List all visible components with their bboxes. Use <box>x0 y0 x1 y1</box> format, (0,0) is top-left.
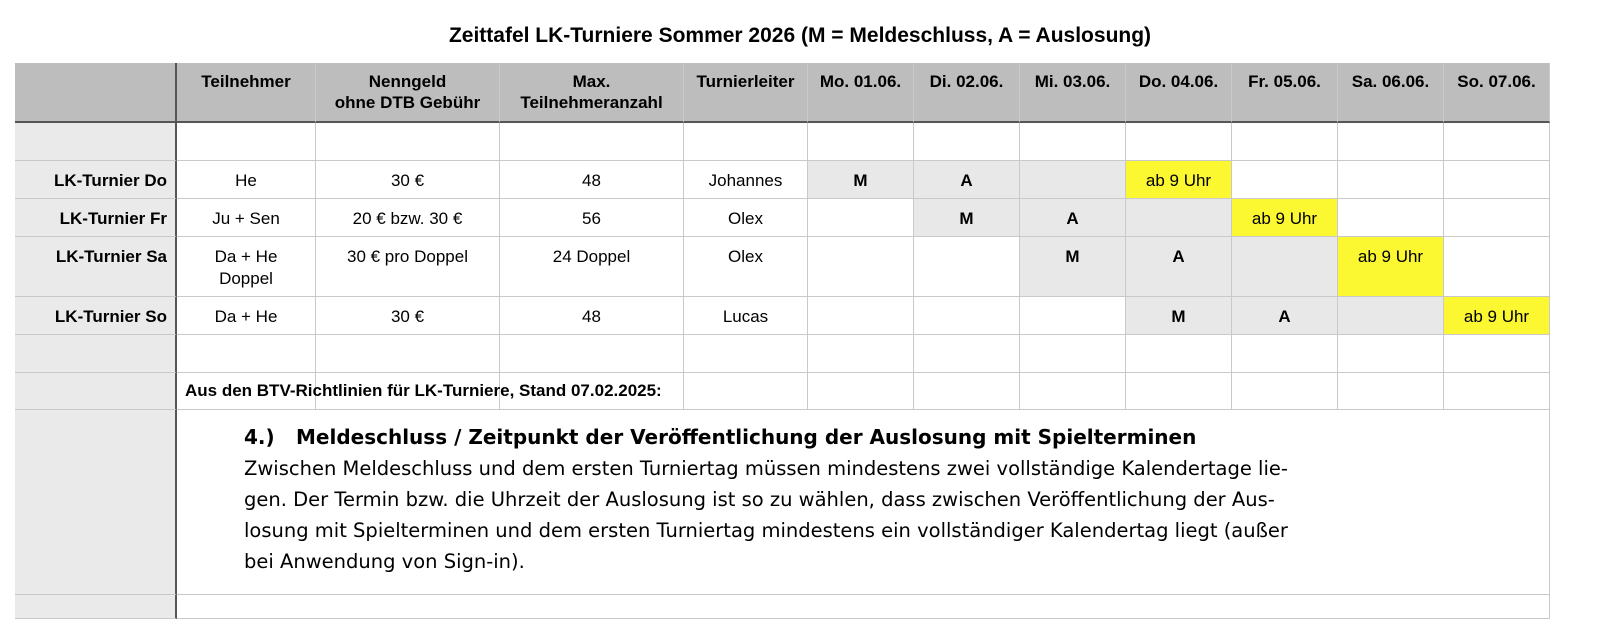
table-cell <box>1444 123 1550 161</box>
day-cell <box>914 237 1020 297</box>
day-cell <box>1338 297 1444 335</box>
teilnehmer-cell <box>177 161 316 199</box>
nenngeld-cell <box>316 297 500 335</box>
row-label <box>15 595 177 619</box>
column-header <box>500 63 684 123</box>
cell-text: 48 <box>582 171 601 190</box>
table-cell <box>914 335 1020 373</box>
nenngeld-cell <box>316 237 500 297</box>
table-cell <box>1126 373 1232 410</box>
cell-text: LK-Turnier Do <box>53 171 167 190</box>
turnierleiter-cell <box>684 237 808 297</box>
day-cell <box>1232 237 1338 297</box>
cell-text: Sa. 06.06. <box>1351 72 1430 91</box>
day-cell <box>1232 161 1338 199</box>
page-title: Zeittafel LK-Turniere Sommer 2026 (M = Meldeschluss, A = Auslosung) <box>448 24 1152 47</box>
cell-text: LK-Turnier Sa <box>55 247 167 266</box>
table-cell <box>1020 373 1126 410</box>
table-cell <box>1232 123 1338 161</box>
row-label <box>15 373 177 410</box>
max-teilnehmer-cell <box>500 199 684 237</box>
cell-text: ab 9 Uhr <box>1357 247 1424 266</box>
day-cell <box>1020 161 1126 199</box>
guideline-text-line: bei Anwendung von Sign-in). <box>244 550 525 573</box>
cell-text: Doppel <box>219 269 273 288</box>
column-header <box>684 63 808 123</box>
day-cell <box>808 199 914 237</box>
table-cell <box>1338 373 1444 410</box>
table-cell <box>1232 373 1338 410</box>
table-cell <box>177 123 316 161</box>
day-cell <box>1020 199 1126 237</box>
day-cell <box>1444 199 1550 237</box>
guideline-text-line: Zwischen Meldeschluss und dem ersten Turniertag müssen mindestens zwei vollständige Kalendertage lie- <box>244 457 1288 480</box>
day-cell <box>1232 297 1338 335</box>
table-cell <box>500 123 684 161</box>
row-label <box>15 161 177 199</box>
cell-text: Olex <box>728 209 763 228</box>
day-cell <box>1444 297 1550 335</box>
guideline-excerpt <box>244 422 1334 577</box>
table-cell <box>684 335 808 373</box>
cell-text: He <box>235 171 257 190</box>
cell-text: LK-Turnier Fr <box>59 209 167 228</box>
cell-text: Da + He <box>214 307 278 326</box>
cell-text: 30 € <box>390 171 425 190</box>
cell-text: 48 <box>582 307 601 326</box>
table-cell <box>808 373 914 410</box>
day-cell <box>1126 297 1232 335</box>
table-cell <box>1126 335 1232 373</box>
day-cell <box>1020 297 1126 335</box>
cell-text: Olex <box>728 247 763 266</box>
table-cell <box>1126 123 1232 161</box>
day-cell <box>1444 161 1550 199</box>
table-cell <box>914 123 1020 161</box>
row-label <box>15 297 177 335</box>
cell-text: 24 Doppel <box>552 247 631 266</box>
table-cell <box>177 335 316 373</box>
column-header <box>808 63 914 123</box>
table-cell <box>808 335 914 373</box>
cell-text: Lucas <box>722 307 769 326</box>
cell-text: M <box>853 171 868 190</box>
day-cell <box>1232 199 1338 237</box>
table-cell <box>684 123 808 161</box>
table-cell <box>1444 373 1550 410</box>
table-cell <box>1338 335 1444 373</box>
teilnehmer-cell <box>177 297 316 335</box>
table-cell <box>1444 335 1550 373</box>
turnierleiter-cell <box>684 161 808 199</box>
day-cell <box>914 161 1020 199</box>
nenngeld-cell <box>316 161 500 199</box>
day-cell <box>1338 199 1444 237</box>
cell-text: Fr. 05.06. <box>1248 72 1321 91</box>
cell-text: So. 07.06. <box>1457 72 1536 91</box>
turnierleiter-cell <box>684 297 808 335</box>
cell-text: A <box>1172 247 1185 266</box>
day-cell <box>808 297 914 335</box>
max-teilnehmer-cell <box>500 237 684 297</box>
column-header <box>177 63 316 123</box>
day-cell <box>1126 237 1232 297</box>
max-teilnehmer-cell <box>500 161 684 199</box>
guideline-section-heading <box>244 422 1334 453</box>
column-header <box>316 63 500 123</box>
table-cell <box>1338 123 1444 161</box>
column-header <box>15 63 177 123</box>
cell-text: 30 € pro Doppel <box>347 247 468 266</box>
column-header <box>1444 63 1550 123</box>
table-cell <box>914 373 1020 410</box>
turnierleiter-cell <box>684 199 808 237</box>
cell-text: Da + He <box>214 247 278 266</box>
column-header <box>1338 63 1444 123</box>
day-cell <box>914 199 1020 237</box>
max-teilnehmer-cell <box>500 297 684 335</box>
day-cell <box>1126 199 1232 237</box>
cell-text: A <box>1278 307 1291 326</box>
cell-text: Mi. 03.06. <box>1034 72 1111 91</box>
row-label <box>15 335 177 373</box>
table-cell <box>316 123 500 161</box>
day-cell <box>808 161 914 199</box>
column-header <box>1126 63 1232 123</box>
cell-text: A <box>960 171 973 190</box>
cell-text: A <box>1066 209 1079 228</box>
row-label <box>15 123 177 161</box>
table-cell <box>500 335 684 373</box>
row-label <box>15 199 177 237</box>
guideline-text-line: losung mit Spielterminen und dem ersten Turniertag mindestens ein vollständiger Kalendertag liegt (außer <box>244 519 1288 542</box>
cell-text: M <box>1065 247 1080 266</box>
cell-text: Max. <box>572 72 611 91</box>
cell-text: Di. 02.06. <box>929 72 1004 91</box>
table-cell <box>808 123 914 161</box>
cell-text: M <box>1171 307 1186 326</box>
cell-text: Johannes <box>708 171 783 190</box>
cell-text: ab 9 Uhr <box>1145 171 1212 190</box>
cell-text: LK-Turnier So <box>54 307 167 326</box>
cell-text: Teilnehmeranzahl <box>520 93 663 112</box>
cell-text: ab 9 Uhr <box>1251 209 1318 228</box>
column-header <box>1232 63 1338 123</box>
column-header <box>914 63 1020 123</box>
cell-text: Do. 04.06. <box>1138 72 1219 91</box>
cell-text: Nenngeld <box>368 72 447 91</box>
cell-text: Turnierleiter <box>696 72 795 91</box>
day-cell <box>1338 237 1444 297</box>
cell-text: 56 <box>582 209 601 228</box>
row-label <box>15 237 177 297</box>
cell-text: 20 € bzw. 30 € <box>352 209 463 228</box>
table-cell <box>177 595 1550 619</box>
day-cell <box>1126 161 1232 199</box>
teilnehmer-cell <box>177 199 316 237</box>
table-cell <box>1020 123 1126 161</box>
cell-text: Ju + Sen <box>212 209 280 228</box>
day-cell <box>1020 237 1126 297</box>
guideline-heading: Aus den BTV-Richtlinien für LK-Turniere, Stand 07.02.2025: <box>185 381 662 400</box>
cell-text: ohne DTB Gebühr <box>334 93 481 112</box>
cell-text: Teilnehmer <box>201 72 291 91</box>
table-cell <box>316 335 500 373</box>
cell-text: Mo. 01.06. <box>819 72 902 91</box>
nenngeld-cell <box>316 199 500 237</box>
column-header <box>1020 63 1126 123</box>
guideline-section-number: 4.) <box>244 425 275 449</box>
table-cell <box>1020 335 1126 373</box>
table-cell <box>684 373 808 410</box>
cell-text: ab 9 Uhr <box>1463 307 1530 326</box>
day-cell <box>1444 237 1550 297</box>
cell-text: M <box>959 209 974 228</box>
day-cell <box>1338 161 1444 199</box>
day-cell <box>914 297 1020 335</box>
guideline-text-line: gen. Der Termin bzw. die Uhrzeit der Auslosung ist so zu wählen, dass zwischen Veröffentlichung der Aus- <box>244 488 1275 511</box>
table-cell <box>1232 335 1338 373</box>
teilnehmer-cell <box>177 237 316 297</box>
cell-text: 30 € <box>390 307 425 326</box>
day-cell <box>808 237 914 297</box>
guideline-section-title: Meldeschluss / Zeitpunkt der Veröffentlichung der Auslosung mit Spielterminen <box>296 425 1197 449</box>
row-label <box>15 410 177 595</box>
